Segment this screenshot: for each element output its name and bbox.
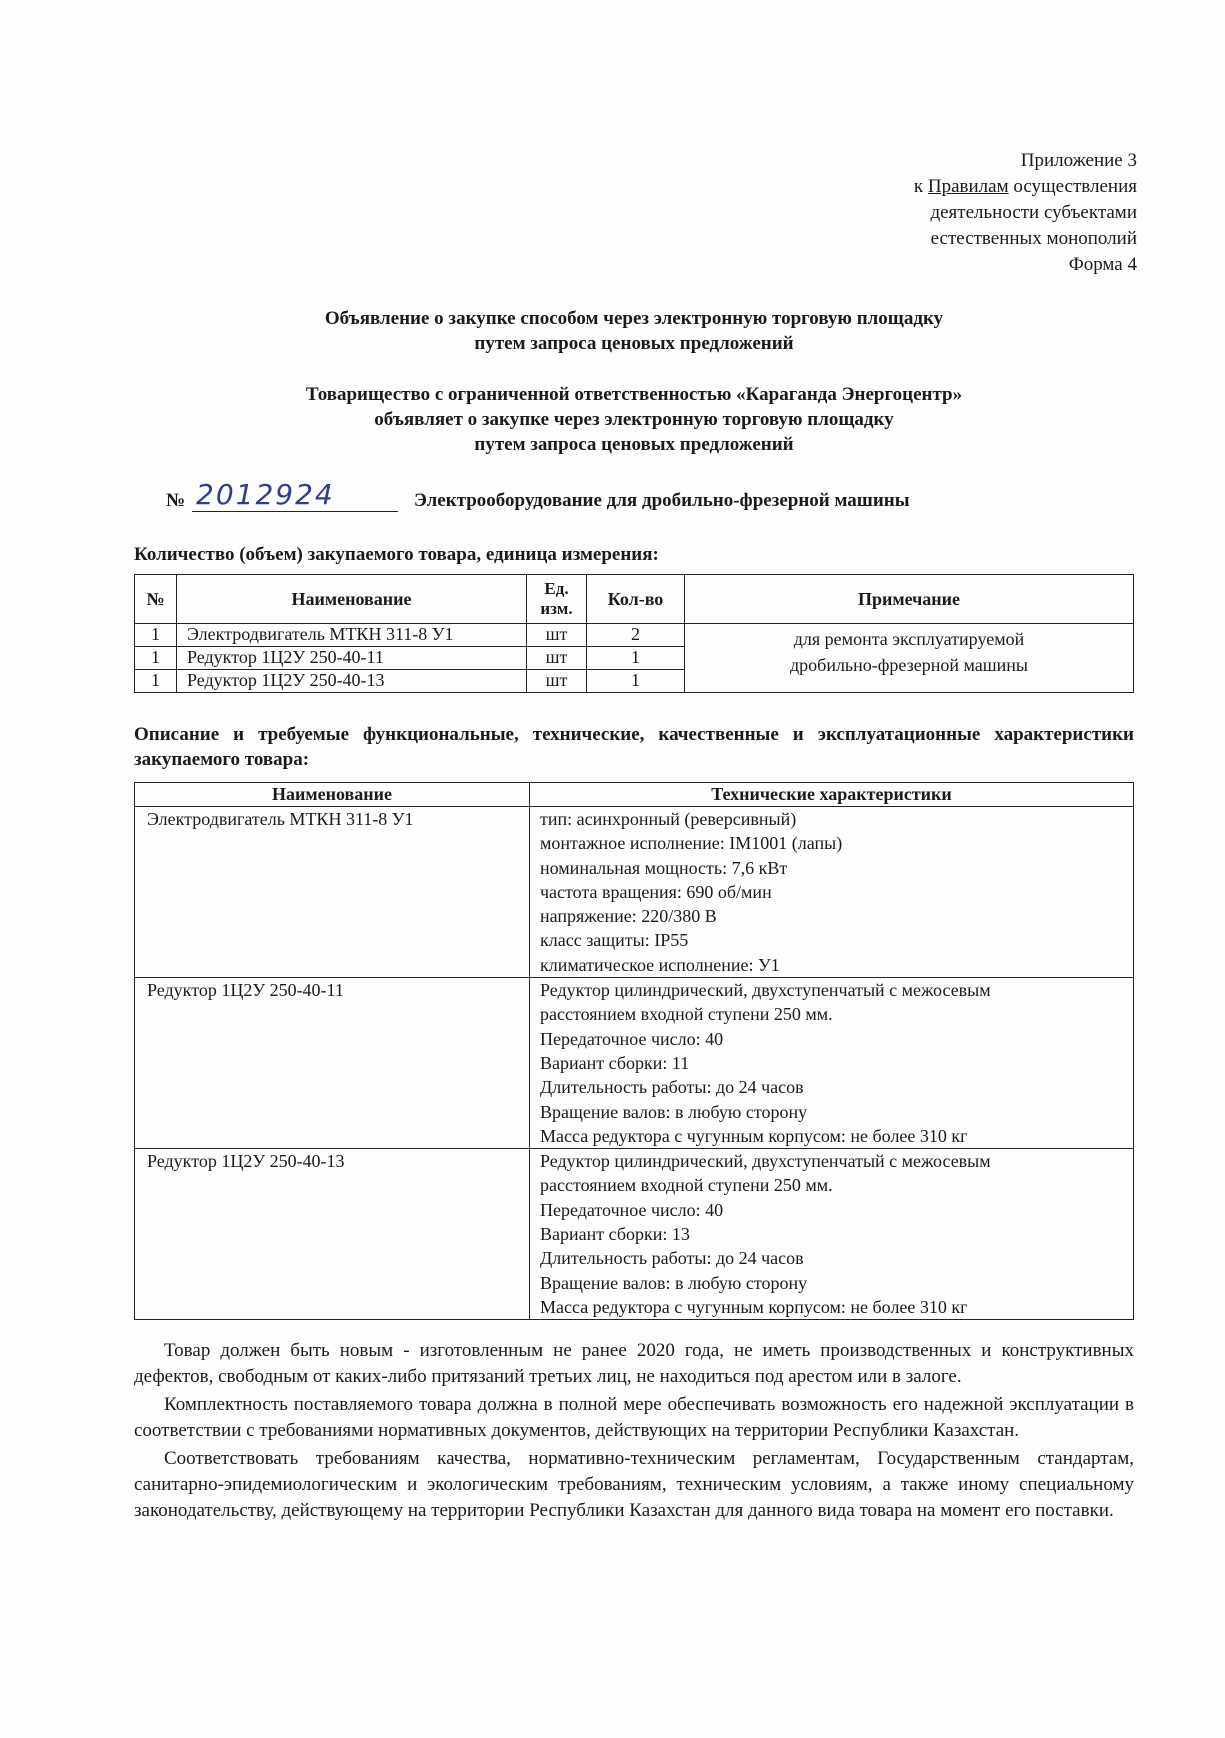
- appendix-form-number: Форма 4: [1068, 254, 1137, 275]
- appendix-line-4: естественных монополий: [930, 228, 1137, 249]
- spec-line: расстоянием входной ступени 250 мм.: [540, 1004, 833, 1025]
- quantity-table-header: [135, 575, 1134, 624]
- paragraph: Товар должен быть новым - изготовленным не ранее 2020 года, не иметь производственных и конструктивных дефектов, свободным от каких-либо притязаний третьих лиц, не находиться под арестом или в залоге.: [134, 1340, 1134, 1387]
- table-row: [135, 1149, 1134, 1320]
- spec-line: напряжение: 220/380 В: [540, 906, 717, 927]
- table-row: [135, 624, 1134, 647]
- spec-item-specs: [530, 1149, 1134, 1320]
- organization-line-3: путем запроса ценовых предложений: [474, 434, 794, 455]
- spec-line: Длительность работы: до 24 часов: [540, 1248, 804, 1269]
- spec-line: климатическое исполнение: У1: [540, 954, 780, 975]
- appendix-line-2: [717, 174, 1137, 200]
- spec-item-name: Редуктор 1Ц2У 250-40-11: [135, 978, 530, 1149]
- appendix-line-2-prefix: к: [913, 176, 928, 197]
- title-line-2: путем запроса ценовых предложений: [474, 333, 794, 354]
- row-name: Редуктор 1Ц2У 250-40-13: [177, 670, 527, 693]
- row-no: 1: [135, 647, 177, 670]
- row-name: Электродвигатель МТКН 311-8 У1: [177, 624, 527, 647]
- header-qty: Кол-во: [587, 575, 685, 624]
- announcement-subject: Электрооборудование для дробильно-фрезерной машины: [414, 490, 910, 511]
- appendix-line-3: деятельности субъектами: [930, 202, 1137, 223]
- specifications-table: [134, 782, 1134, 1320]
- organization-line-1: Товарищество с ограниченной ответственностью «Караганда Энергоцентр»: [305, 384, 963, 405]
- row-no: 1: [135, 670, 177, 693]
- spec-line: Вращение валов: в любую сторону: [540, 1272, 808, 1293]
- spec-header-specs: Технические характеристики: [530, 783, 1134, 807]
- quantity-heading: Количество (объем) закупаемого товара, единица измерения:: [134, 544, 659, 565]
- table-row: [135, 807, 1134, 978]
- row-qty: 1: [587, 647, 685, 670]
- spec-line: Вращение валов: в любую сторону: [540, 1101, 808, 1122]
- spec-item-name: Электродвигатель МТКН 311-8 У1: [135, 807, 530, 978]
- spec-line: Масса редуктора с чугунным корпусом: не более 310 кг: [540, 1125, 968, 1146]
- organization-line-2: объявляет о закупке через электронную торговую площадку: [374, 409, 894, 430]
- spec-line: класс защиты: IP55: [540, 930, 689, 951]
- title-line-1: Объявление о закупке способом через электронную торговую площадку: [324, 308, 944, 329]
- row-qty: 2: [587, 624, 685, 647]
- rules-link: Правилам: [927, 176, 1009, 197]
- spec-line: Передаточное число: 40: [540, 1028, 724, 1049]
- spec-line: монтажное исполнение: IM1001 (лапы): [540, 833, 843, 854]
- spec-line: Редуктор цилиндрический, двухступенчатый с межосевым: [540, 1151, 991, 1172]
- row-unit: шт: [527, 647, 587, 670]
- paragraph: Комплектность поставляемого товара должна в полной мере обеспечивать возможность его надежной эксплуатации в соответствии с требованиями нормативных документов, действующих на территории Республики Казахстан.: [134, 1394, 1134, 1441]
- appendix-line-1: Приложение 3: [1020, 150, 1137, 171]
- row-qty: 1: [587, 670, 685, 693]
- spec-item-specs: [530, 978, 1134, 1149]
- requirements-text: [134, 1338, 1134, 1526]
- row-name: Редуктор 1Ц2У 250-40-11: [177, 647, 527, 670]
- spec-line: номинальная мощность: 7,6 кВт: [540, 857, 788, 878]
- spec-line: Масса редуктора с чугунным корпусом: не более 310 кг: [540, 1296, 968, 1317]
- spec-line: Передаточное число: 40: [540, 1199, 724, 1220]
- specifications-heading: Описание и требуемые функциональные, технические, качественные и эксплуатационные характеристики закупаемого товара:: [134, 724, 1134, 770]
- row-no: 1: [135, 624, 177, 647]
- quantity-table: [134, 574, 1134, 693]
- announcement-number-line: [166, 478, 1066, 518]
- spec-item-specs: [530, 807, 1134, 978]
- header-no: №: [135, 575, 177, 624]
- spec-line: частота вращения: 690 об/мин: [540, 881, 772, 902]
- header-name: Наименование: [177, 575, 527, 624]
- specifications-table-header: [135, 783, 1134, 807]
- row-unit: шт: [527, 624, 587, 647]
- header-note: Примечание: [685, 575, 1134, 624]
- spec-line: тип: асинхронный (реверсивный): [540, 809, 797, 829]
- table-row: [135, 978, 1134, 1149]
- spec-line: Редуктор цилиндрический, двухступенчатый с межосевым: [540, 980, 991, 1001]
- spec-line: Длительность работы: до 24 часов: [540, 1077, 804, 1098]
- appendix-header: [717, 148, 1137, 278]
- document-title: [134, 306, 1134, 356]
- organization-block: [134, 382, 1134, 457]
- spec-line: Вариант сборки: 13: [540, 1224, 690, 1245]
- handwritten-number: 2012924: [192, 478, 398, 512]
- appendix-line-2-suffix: осуществления: [1008, 176, 1137, 197]
- header-unit: Ед. изм.: [527, 575, 587, 624]
- number-label: №: [166, 490, 186, 511]
- paragraph: Соответствовать требованиям качества, нормативно-техническим регламентам, Государственным стандартам, санитарно-эпидемиологическим и экологическим требованиям, техническим условиям, а также иному специальному законодательству, действующему на территории Республики Казахстан для данного вида товара на момент его поставки.: [134, 1448, 1134, 1521]
- spec-header-name: Наименование: [135, 783, 530, 807]
- spec-item-name: Редуктор 1Ц2У 250-40-13: [135, 1149, 530, 1320]
- spec-line: Вариант сборки: 11: [540, 1052, 690, 1073]
- row-unit: шт: [527, 670, 587, 693]
- row-note: для ремонта эксплуатируемой дробильно-фрезерной машины: [685, 624, 1134, 693]
- spec-line: расстоянием входной ступени 250 мм.: [540, 1175, 833, 1196]
